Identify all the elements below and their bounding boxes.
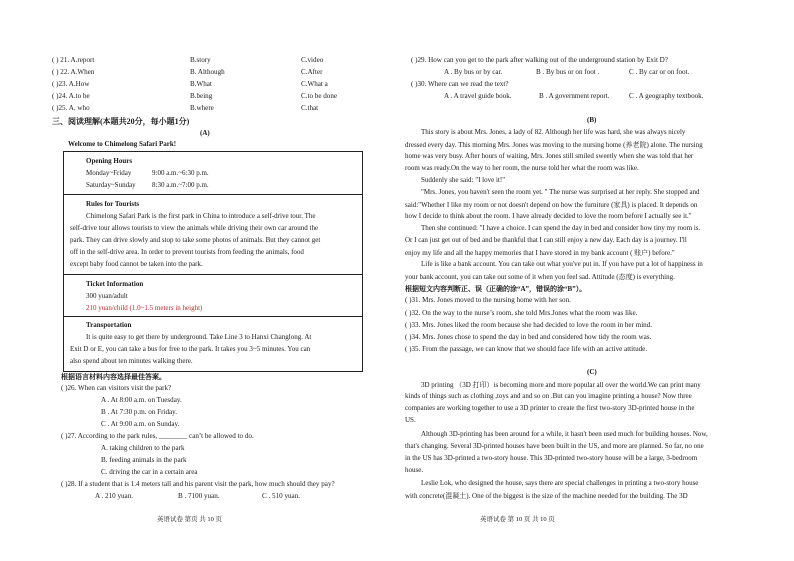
passage-b-line: Life is like a bank account. You can take out what you've put in. If you have put a lot of happiness in bbox=[421, 260, 703, 268]
q26-option: A . At 8:00 a.m. on Tuesday. bbox=[101, 396, 182, 404]
ticket-child: 210 yuan/child (1.0~1.5 meters in height) bbox=[86, 304, 203, 312]
passage-b-line: room was ready.On the way to her room, the nurse told her what the room was like. bbox=[405, 164, 639, 172]
choice-24: ( )24. A.to be B.being C.to be done bbox=[52, 92, 338, 100]
q27-option: C. driving the car in a certain area bbox=[101, 468, 198, 476]
choice-25: ( )25. A. who B.where C.that bbox=[52, 104, 319, 112]
tf-question: ( )35. From the passage, we can know that we should face life with an active attitude. bbox=[405, 345, 648, 353]
rules-line: except baby food cannot be taken into the park. bbox=[70, 260, 203, 268]
passage-c-label: (C) bbox=[587, 368, 597, 376]
section-3-title: 三、阅读理解(本题共20分，每小题1分) bbox=[52, 117, 190, 126]
passage-b-line: dressed every day. This morning Mrs. Jones was moving to the nursing home (养老院) alone. The nursing bbox=[405, 141, 703, 149]
hours-cell bbox=[64, 152, 362, 194]
q30-option: C . A geography textbook. bbox=[629, 92, 704, 100]
hours-heading: Opening Hours bbox=[86, 157, 133, 165]
choice-22: ( ) 22. A.When B. Although C.After bbox=[52, 68, 323, 76]
q26-option: C . At 9:00 a.m. on Sunday. bbox=[101, 420, 180, 428]
hours-weekday-label: Monday~Friday bbox=[86, 169, 132, 177]
transport-line: It is quite easy to get there by underground. Take Line 3 to Hanxi Changlong. At bbox=[86, 333, 312, 341]
question-29: ( )29. How can you get to the park after walking out of the underground station by Exit D? bbox=[411, 56, 668, 64]
passage-c-line: kinds of things such as clothing ,toys and and so on .But can you imagine printing a house? Now three bbox=[405, 392, 692, 400]
transport-cell bbox=[64, 316, 362, 372]
ticket-cell bbox=[64, 274, 362, 317]
passage-c-line: with concrete(混凝土). One of the biggest is the size of the machine needed for the building. The 3D bbox=[405, 492, 688, 500]
passage-c-line: in the US has 3D-printed a two-story house. This 3D-printed two-story house will be a large, 3-bedroom bbox=[405, 454, 698, 462]
passage-b-line: enjoy my life and all the happy memories that I have stored in my bank account ( 账户) before." bbox=[405, 249, 675, 257]
rules-cell bbox=[64, 194, 362, 275]
passage-c-line: that's changing. Several 3D-printed houses have been built in the US, and more are planned. So far, no one bbox=[405, 442, 704, 450]
park-info-box bbox=[63, 151, 363, 372]
hours-weekday: 9:00 a.m.~6:30 p.m. bbox=[152, 169, 209, 177]
passage-c-line: house. bbox=[405, 466, 424, 474]
question-27: ( )27. According to the park rules, ________ can’t be allowed to do. bbox=[61, 432, 254, 440]
tf-question: ( )31. Mrs. Jones moved to the nursing home with her son. bbox=[405, 296, 571, 304]
passage-b-line: "Mrs. Jones, you haven't seen the room yet. " The nurse was surprised at her reply. She stopped and bbox=[421, 188, 700, 196]
q27-option: B. feeding animals in the park bbox=[101, 456, 187, 464]
passage-b-line: Then she continued: "I have a choice. I can spend the day in bed and consider how tiny my room is. bbox=[421, 224, 701, 232]
instruction-b: 根据短文内容判断正、误（正确的涂“A”，错误的涂“B”）。 bbox=[405, 285, 587, 293]
passage-b-line: home was very busy. After hours of waiting, Mrs. Jones still smiled sweetly when she was told that her bbox=[405, 152, 694, 160]
passage-b-line: your bank account, you can take out some of it when you feel sad. Attitude (态度) is everything. bbox=[405, 273, 675, 281]
passage-b-line: This story is about Mrs. Jones, a lady of 82. Although her life was hard, she was always nicely bbox=[421, 128, 686, 136]
passage-c-line: US. bbox=[405, 416, 416, 424]
transport-heading: Transportation bbox=[86, 321, 132, 329]
park-title: Welcome to Chimelong Safari Park! bbox=[68, 140, 177, 148]
passage-c-line: Although 3D-printing has been around for a while, it hasn't been used much for building houses. Now, bbox=[421, 430, 708, 438]
passage-b-line: Or I can just get out of bed and be thankful that I can still enjoy a new day. Each day is a journey. I'll bbox=[405, 236, 687, 244]
tf-question: ( )34. Mrs. Jones chose to spend the day in bed and considered how tidy the room was. bbox=[405, 333, 652, 341]
q28-option: C . 510 yuan. bbox=[262, 492, 301, 500]
passage-c-line: 3D printing （3D 打印）is becoming more and more popular all over the world.We can print many bbox=[421, 381, 701, 389]
rules-line: Chimelong Safari Park is the first park in China to introduce a self-drive tour. The bbox=[86, 212, 316, 220]
q29-option: C . By car or on foot. bbox=[629, 68, 690, 76]
tf-question: ( )32. On the way to the nurse’s room, she told Mrs.Jones what the room was like. bbox=[405, 309, 638, 317]
footer-right: 英语试卷 第 10 页 共 10 页 bbox=[480, 516, 555, 523]
tf-question: ( )33. Mrs. Jones liked the room because she had decided to love the room in her mind. bbox=[405, 321, 653, 329]
q28-option: A . 210 yuan. bbox=[95, 492, 134, 500]
passage-b-line: Suddenly she said: "I love it!" bbox=[421, 176, 506, 184]
q30-option: B . A government report. bbox=[539, 92, 610, 100]
choice-21: ( ) 21. A.report B.story C.video bbox=[52, 56, 324, 64]
q26-option: B . At 7:30 p.m. on Friday. bbox=[101, 408, 177, 416]
hours-weekend: 8:30 a.m.~7:00 p.m. bbox=[152, 181, 209, 189]
right-page bbox=[397, 0, 794, 561]
passage-b-label: (B) bbox=[587, 116, 597, 124]
rules-line: off in the self-drive area. In order to prevent tourists from feeding the animals, food bbox=[70, 248, 304, 256]
instruction-a: 根据语言材料内容选择最佳答案。 bbox=[61, 373, 166, 381]
passage-c-line: Leslie Lok, who designed the house, says there are special challenges in printing a two-story house bbox=[421, 479, 699, 487]
q28-option: B . 7100 yuan. bbox=[178, 492, 220, 500]
footer-left: 英语试卷 第页 共 10 页 bbox=[157, 516, 222, 523]
rules-heading: Rules for Tourists bbox=[86, 200, 140, 208]
q27-option: A. taking children to the park bbox=[101, 444, 185, 452]
passage-b-line: said:"Whether I like my room or not doesn't depend on how the furniture (家具) is placed. It depends on bbox=[405, 201, 698, 209]
q29-option: B . By bus or on foot . bbox=[536, 68, 600, 76]
passage-a-label: (A) bbox=[200, 129, 210, 137]
transport-line: Exit D or E, you can take a bus for free to the park. It takes you 3~5 minutes. You can bbox=[70, 345, 311, 353]
ticket-heading: Ticket Information bbox=[86, 280, 144, 288]
hours-weekend-label: Saturday~Sunday bbox=[86, 181, 136, 189]
question-28: ( )28. If a student that is 1.4 meters tall and his parent visit the park, how much should they pay? bbox=[61, 480, 335, 488]
passage-c-line: companies are working together to use a 3D printer to create the first two-story 3D-printed house in the bbox=[405, 404, 695, 412]
choice-23: ( )23. A.How B.What C.What a bbox=[52, 80, 328, 88]
ticket-adult: 300 yuan/adult bbox=[86, 292, 128, 300]
question-26: ( )26. When can visitors visit the park? bbox=[61, 384, 172, 392]
q30-option: A . A travel guide book. bbox=[444, 92, 512, 100]
q29-option: A . By bus or by car. bbox=[444, 68, 503, 76]
transport-line: also spend about ten minutes walking there. bbox=[70, 357, 193, 365]
rules-line: self-drive tour allows tourists to view the animals while driving their own car around the bbox=[70, 224, 319, 232]
passage-b-line: how I decide to think about the room. I have already decided to love the room before I actually see it." bbox=[405, 212, 692, 220]
question-30: ( )30. Where can we read the text? bbox=[411, 80, 509, 88]
rules-line: park. They can drive slowly and stop to take some photos of animals. But they cannot get bbox=[70, 236, 321, 244]
